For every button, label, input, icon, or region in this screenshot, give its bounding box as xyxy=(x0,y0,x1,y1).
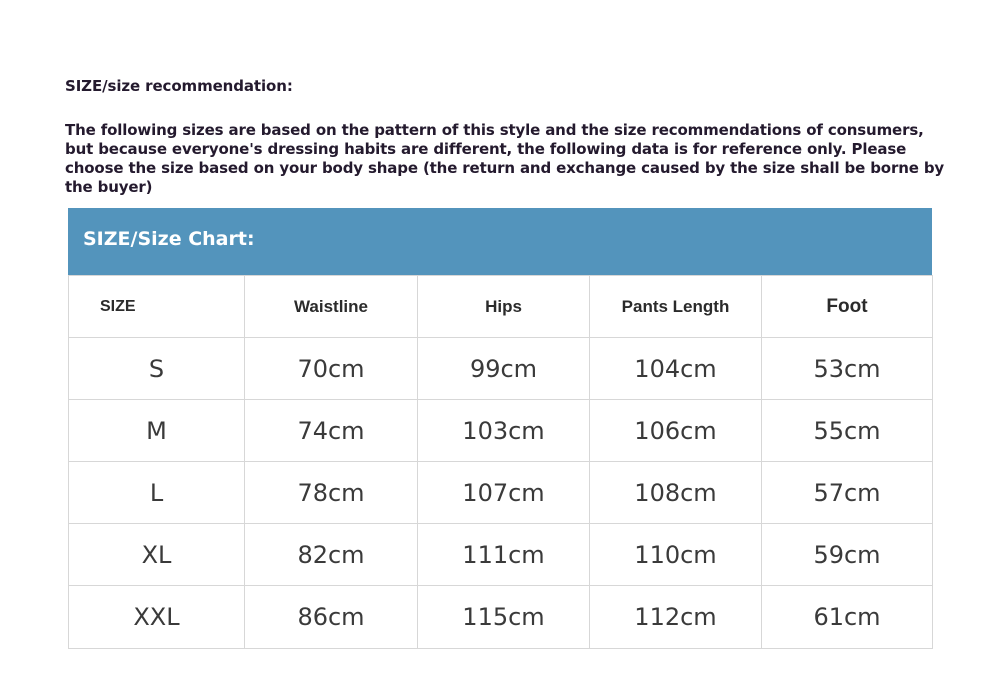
size-chart-title: SIZE/Size Chart: xyxy=(83,228,255,250)
column-header-pants-length: Pants Length xyxy=(590,276,762,338)
column-header-waistline: Waistline xyxy=(245,276,418,338)
hips-cell: 103cm xyxy=(418,400,590,462)
foot-cell: 57cm xyxy=(762,462,933,524)
foot-cell: 53cm xyxy=(762,338,933,400)
table-header-row xyxy=(69,276,933,338)
foot-cell: 55cm xyxy=(762,400,933,462)
foot-cell: 61cm xyxy=(762,586,933,649)
column-header-foot: Foot xyxy=(762,276,933,338)
pants-length-cell: 104cm xyxy=(590,338,762,400)
table-row xyxy=(69,462,933,524)
column-header-size: SIZE xyxy=(69,276,245,338)
waistline-cell: 78cm xyxy=(245,462,418,524)
hips-cell: 111cm xyxy=(418,524,590,586)
hips-cell: 99cm xyxy=(418,338,590,400)
waistline-cell: 82cm xyxy=(245,524,418,586)
size-cell: XL xyxy=(69,524,245,586)
hips-cell: 115cm xyxy=(418,586,590,649)
size-chart-table xyxy=(68,275,933,649)
size-cell: XXL xyxy=(69,586,245,649)
size-cell: M xyxy=(69,400,245,462)
table-row xyxy=(69,400,933,462)
column-header-hips: Hips xyxy=(418,276,590,338)
waistline-cell: 70cm xyxy=(245,338,418,400)
recommendation-title: SIZE/size recommendation: xyxy=(65,77,293,95)
recommendation-paragraph: The following sizes are based on the pattern of this style and the size recommendations of consumers, but because everyone's dressing habits are different, the following data is for reference only. Please choose the size based on your body shape (the return and exchange caused by the size shall be borne by the buyer) xyxy=(65,121,945,196)
waistline-cell: 74cm xyxy=(245,400,418,462)
table-row xyxy=(69,524,933,586)
size-cell: L xyxy=(69,462,245,524)
pants-length-cell: 110cm xyxy=(590,524,762,586)
hips-cell: 107cm xyxy=(418,462,590,524)
foot-cell: 59cm xyxy=(762,524,933,586)
size-cell: S xyxy=(69,338,245,400)
pants-length-cell: 108cm xyxy=(590,462,762,524)
table-row xyxy=(69,338,933,400)
size-chart-header xyxy=(68,208,932,275)
pants-length-cell: 112cm xyxy=(590,586,762,649)
table-row xyxy=(69,586,933,649)
waistline-cell: 86cm xyxy=(245,586,418,649)
pants-length-cell: 106cm xyxy=(590,400,762,462)
